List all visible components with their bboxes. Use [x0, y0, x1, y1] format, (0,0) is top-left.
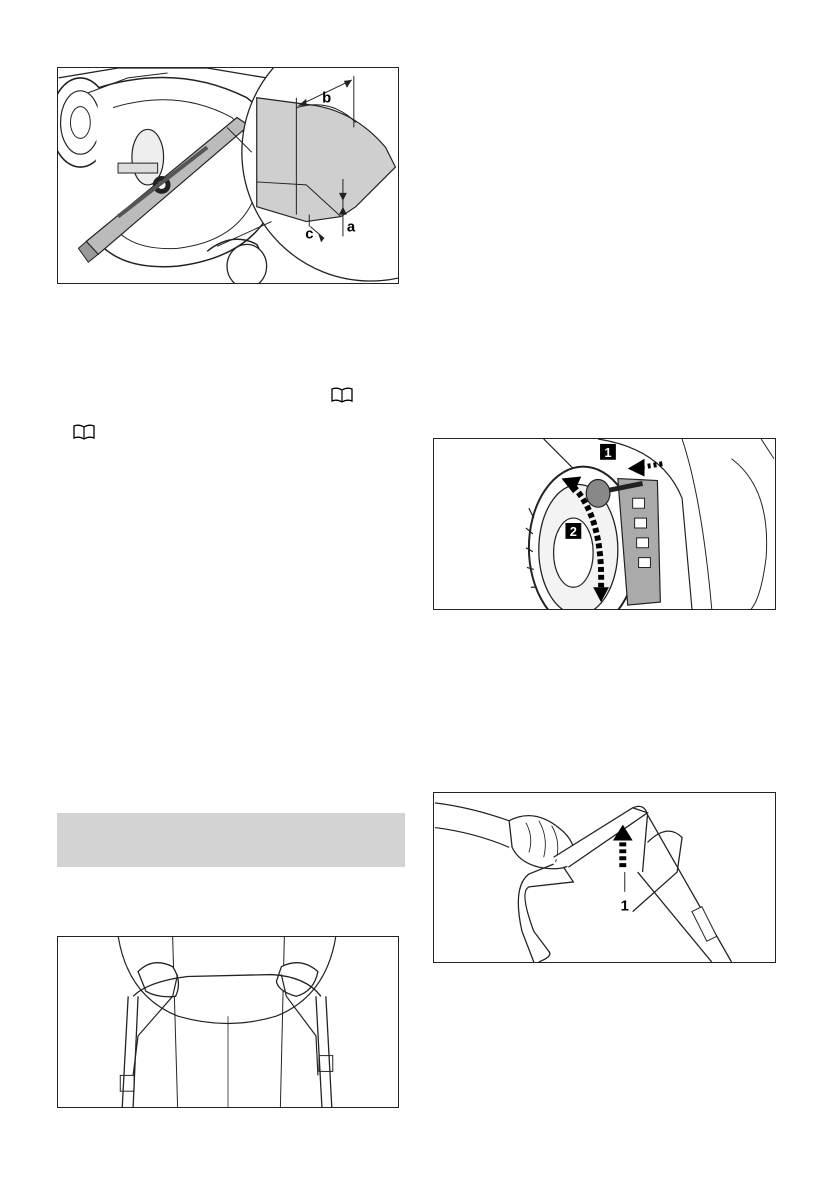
figure-blade-wear [57, 67, 399, 284]
label-c: c [305, 226, 314, 243]
figure-height-adjustment [433, 438, 776, 610]
handle-grip-illustration [58, 937, 398, 1107]
step-2-badge: 2 [569, 523, 577, 539]
figure-brake-lever [433, 792, 776, 963]
handle-lever-illustration [434, 793, 775, 962]
figure-handle-grip [57, 936, 399, 1108]
wheel-illustration [434, 439, 775, 609]
section-heading-band [57, 813, 405, 867]
book-icon [73, 424, 95, 440]
callout-1: 1 [620, 898, 629, 915]
step-1-badge: 1 [604, 444, 612, 460]
label-a: a [346, 219, 356, 236]
book-icon [331, 387, 353, 403]
blade-illustration [58, 68, 398, 283]
label-b: b [322, 90, 332, 107]
